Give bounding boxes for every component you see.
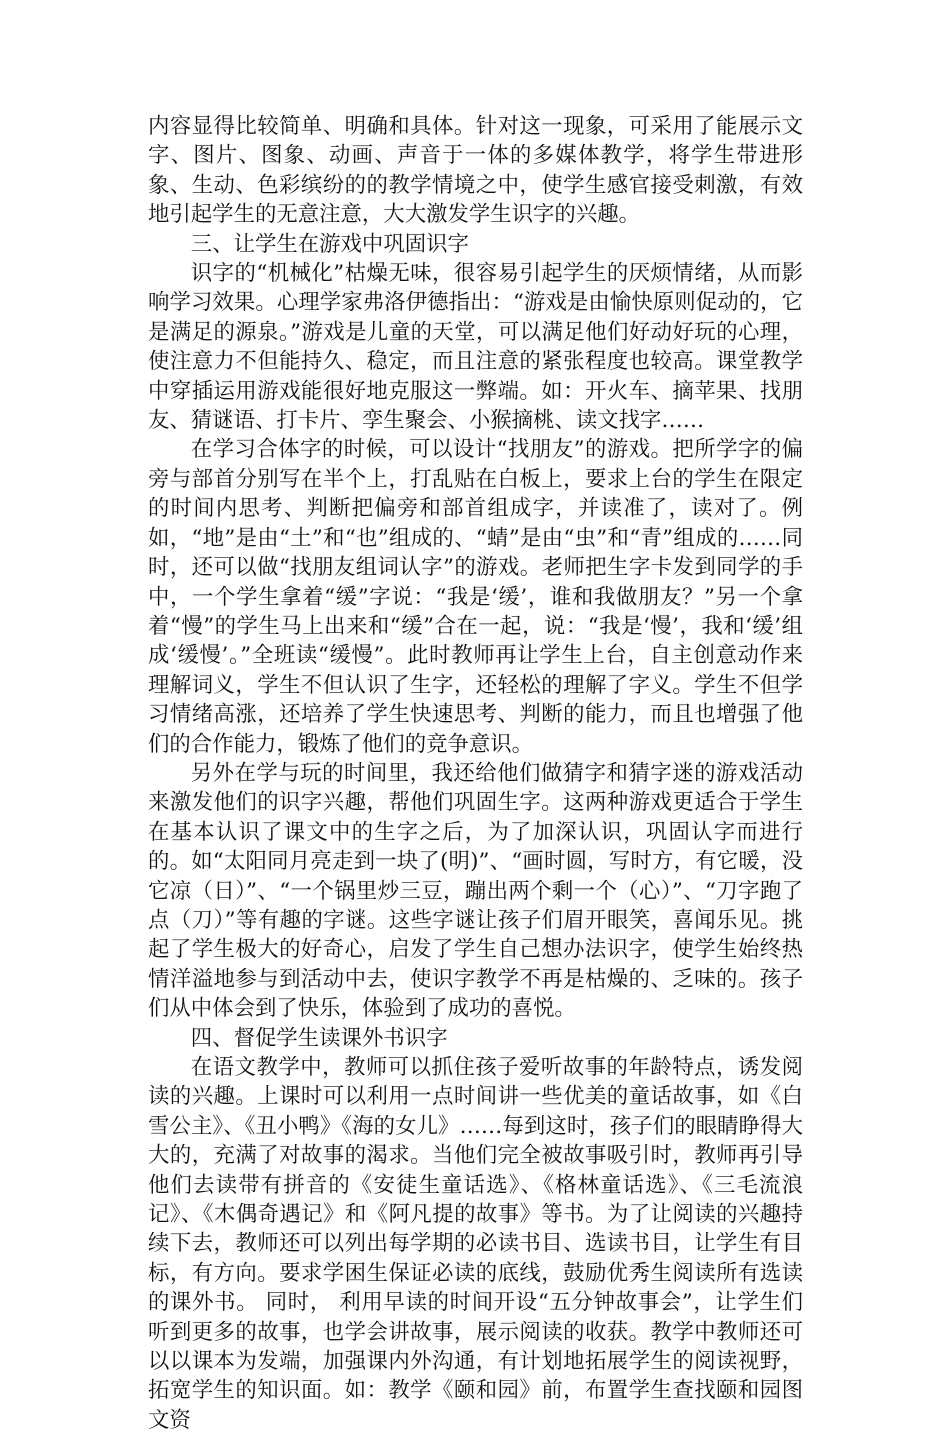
paragraph-body: 在学习合体字的时候，可以设计“找朋友”的游戏。把所学字的偏旁与部首分别写在半个上，打乱贴在白板上，要求上台的学生在限定的时间内思考、判断把偏旁和部首组成字，并读准了，读对了。例如，“地”是由“土”和“也”组成的、“蜻”是由“虫”和“青”组成的……同时，还可以做“找朋友组词认字”的游戏。老师把生字卡发到同学的手中，一个学生拿着“缓”字说：“我是‘缓’，谁和我做朋友？”另一个拿着“慢”的学生马上出来和“缓”合在一起，说：“我是‘慢’，我和‘缓’组成‘缓慢’。”全班读“缓慢”。此时教师再让学生上台，自主创意动作来理解词义，学生不但认识了生字，还轻松的理解了字义。学生不但学习情绪高涨，还培养了学生快速思考、判断的能力，而且也增强了他们的合作能力，锻炼了他们的竞争意识。 xyxy=(148,437,803,757)
section-heading-3: 三、让学生在游戏中巩固识字 xyxy=(190,231,469,257)
document-page xyxy=(148,112,803,1435)
section-heading-4: 四、督促学生读课外书识字 xyxy=(190,1025,448,1051)
paragraph-body: 另外在学与玩的时间里，我还给他们做猜字和猜字迷的游戏活动来激发他们的识字兴趣，帮他们巩固生字。这两种游戏更适合于学生在基本认识了课文中的生字之后，为了加深认识，巩固认字而进行的。如“太阳同月亮走到一块了(明)”、“画时圆，写时方，有它暖，没它凉（日）”、“一个锅里炒三豆，蹦出两个剩一个（心）”、“刀字跑了点（刀）”等有趣的字谜。这些字谜让孩子们眉开眼笑，喜闻乐见。挑起了学生极大的好奇心，启发了学生自己想办法识字，使学生始终热情洋溢地参与到活动中去，使识字教学不再是枯燥的、乏味的。孩子们从中体会到了快乐，体验到了成功的喜悦。 xyxy=(148,760,803,1022)
paragraph-body: 识字的“机械化”枯燥无味，很容易引起学生的厌烦情绪，从而影响学习效果。心理学家弗洛伊德指出：“游戏是由愉快原则促动的，它是满足的源泉。”游戏是儿童的天堂，可以满足他们好动好玩的心理，使注意力不但能持久、稳定，而且注意的紧张程度也较高。课堂教学中穿插运用游戏能很好地克服这一弊端。如：开火车、摘苹果、找朋友、猜谜语、打卡片、孪生聚会、小猴摘桃、读文找字…… xyxy=(148,261,803,434)
paragraph-body: 在语文教学中，教师可以抓住孩子爱听故事的年龄特点，诱发阅读的兴趣。上课时可以利用一点时间讲一些优美的童话故事，如《白雪公主》、《丑小鸭》《海的女儿》……每到这时，孩子们的眼睛睁得大大的，充满了对故事的渴求。当他们完全被故事吸引时，教师再引导他们去读带有拼音的《安徒生童话选》、《格林童话选》、《三毛流浪记》、《木偶奇遇记》和《阿凡提的故事》等书。为了让阅读的兴趣持续下去，教师还可以列出每学期的必读书目、选读书目，让学生有目标，有方向。要求学困生保证必读的底线，鼓励优秀生阅读所有选读的课外书。 同时， 利用早读的时间开设“五分钟故事会”，让学生们听到更多的故事，也学会讲故事，展示阅读的收获。教学中教师还可以以课本为发端，加强课内外沟通，有计划地拓展学生的阅读视野，拓宽学生的知识面。如：教学《颐和园》前，布置学生查找颐和园图文资 xyxy=(148,1055,803,1433)
paragraph-continuation: 内容显得比较简单、明确和具体。针对这一现象，可采用了能展示文字、图片、图象、动画、声音于一体的多媒体教学，将学生带进形象、生动、色彩缤纷的的教学情境之中，使学生感官接受刺激，有效地引起学生的无意注意，大大激发学生识字的兴趣。 xyxy=(148,114,803,228)
